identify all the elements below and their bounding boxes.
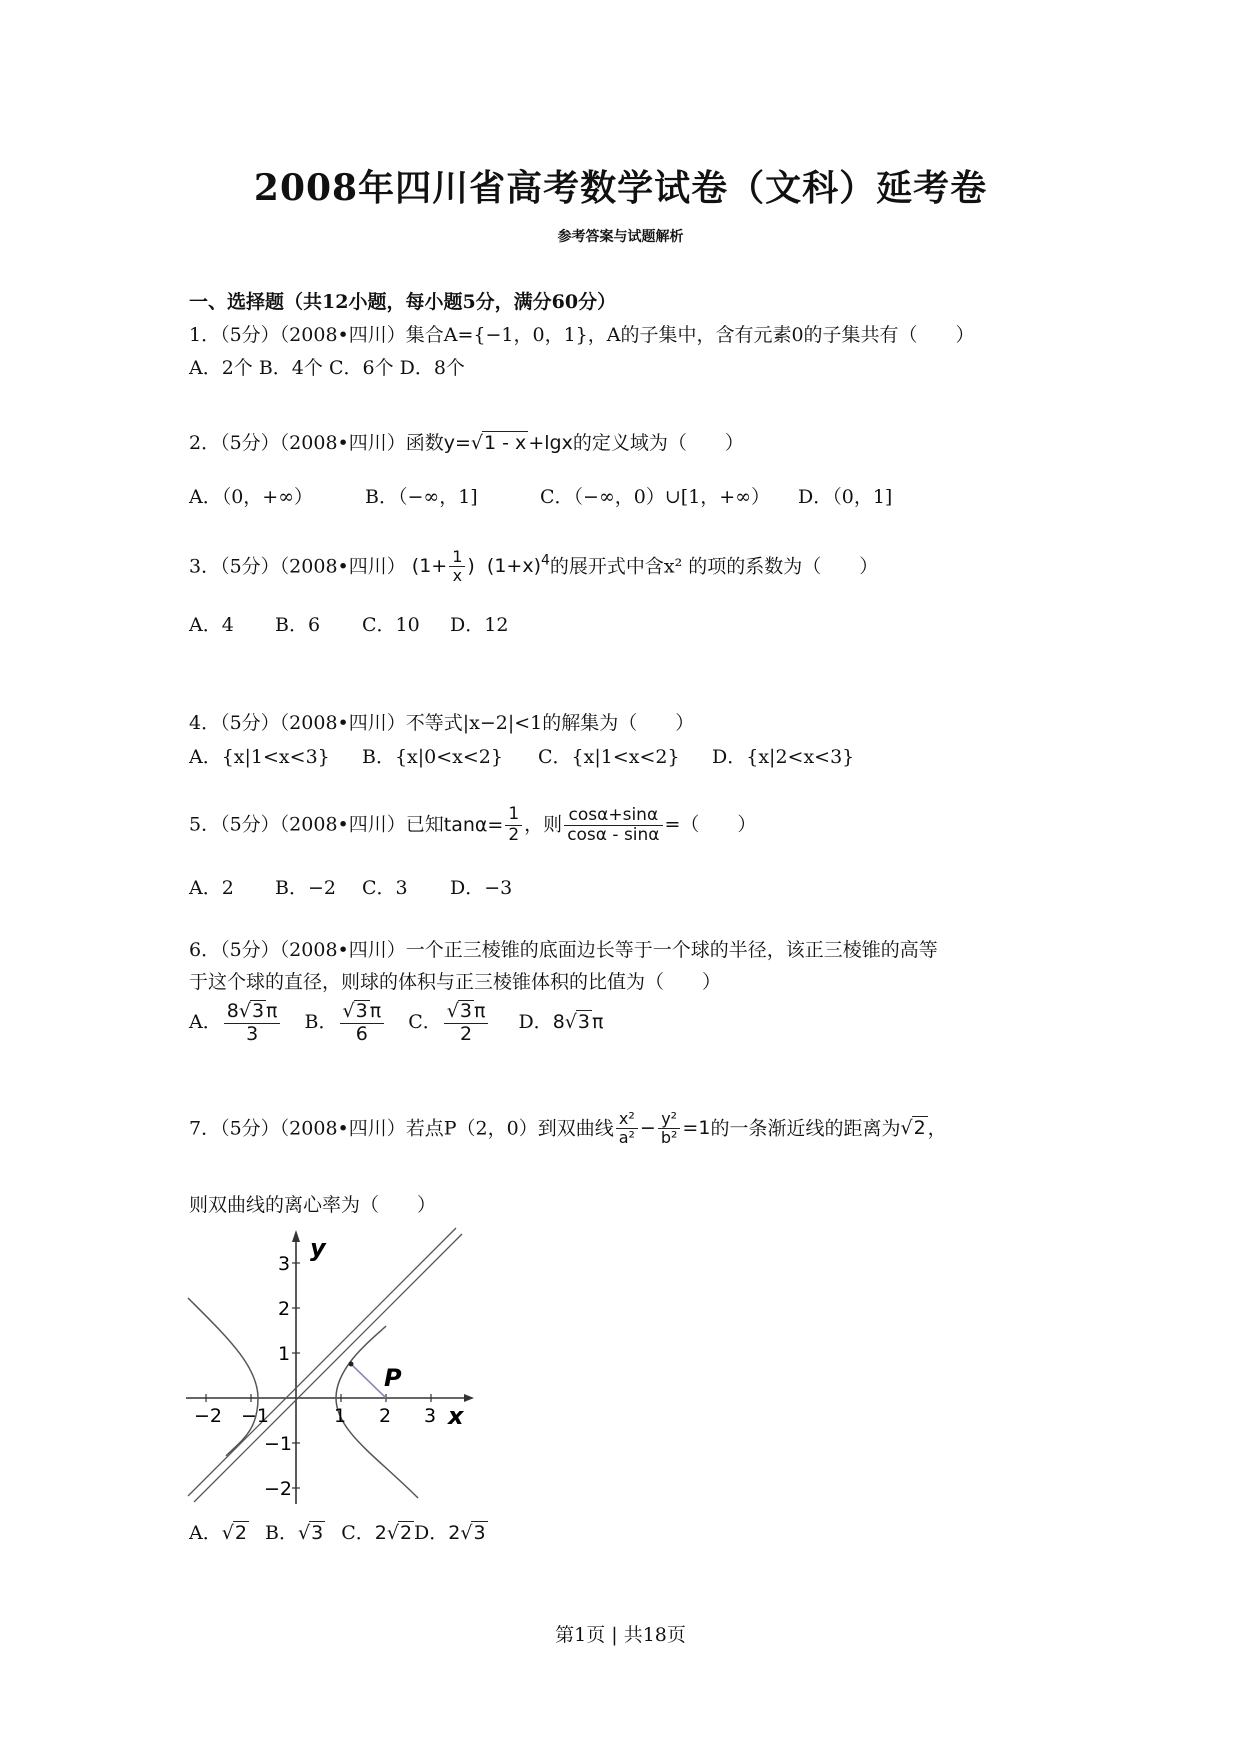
- sqrt-radicand: 3: [473, 1522, 486, 1544]
- option-label: C．: [341, 1522, 375, 1544]
- question-5-stem: [189, 805, 756, 846]
- question-7-option-a: A．√2: [189, 1522, 247, 1544]
- question-7-prefix: 7．（5分）（2008•四川）若点P（2，0）到双曲线: [189, 1117, 614, 1140]
- formula-part: y=: [443, 432, 471, 454]
- question-4-option-a: A．{x|1<x<3}: [189, 746, 330, 768]
- option-label: B．: [304, 1010, 338, 1033]
- question-7-hyperbola: [614, 1109, 711, 1148]
- x-tick-label: 3: [424, 1405, 437, 1427]
- option-label: A．: [189, 1010, 222, 1033]
- question-1-options: A．2个 B．4个 C．6个 D．8个: [189, 357, 465, 379]
- option-label: D．: [414, 1522, 449, 1544]
- question-1-stem: 1．（5分）（2008•四川）集合A={﻿−1，0，1}，A的子集中，含有元素0的子集共有（ ）: [189, 324, 975, 346]
- fraction-numerator: y²: [658, 1110, 681, 1129]
- perpendicular-segment: [351, 1364, 386, 1398]
- question-2-option-c: C．（−∞，0）∪[1，+∞）: [540, 486, 771, 508]
- question-2-stem: [189, 428, 744, 455]
- x-axis-label: x: [448, 1402, 464, 1430]
- question-5-tan: [443, 804, 524, 845]
- option-label: A．: [189, 1522, 222, 1544]
- question-6-options: [189, 1000, 603, 1046]
- question-5-option-c: C．3: [362, 877, 408, 899]
- question-7-distance: √2: [900, 1117, 926, 1140]
- formula-part: (1+: [411, 555, 448, 578]
- question-5-suffix: =（ ）: [664, 813, 757, 836]
- y-axis-label: y: [310, 1234, 326, 1262]
- hyperbola-graph: [186, 1226, 476, 1506]
- x-tick-label: −2: [194, 1405, 223, 1427]
- coefficient: 2: [448, 1522, 461, 1544]
- question-6-line-2: 于这个球的直径，则球的体积与正三棱锥体积的比值为（ ）: [189, 971, 722, 993]
- sqrt-radicand: 3: [459, 1000, 472, 1022]
- pi-symbol: π: [369, 1000, 382, 1022]
- option-label: B．: [264, 1522, 298, 1544]
- y-tick-label: −1: [264, 1433, 293, 1455]
- question-2-option-a: A．（0，+∞）: [189, 486, 314, 508]
- fraction-denominator: a²: [618, 1128, 635, 1148]
- formula-part: tanα=: [443, 813, 504, 836]
- hyperbola-left-branch: [188, 1298, 258, 1456]
- question-3-formula: [411, 547, 550, 586]
- question-2-suffix: 的定义域为（ ）: [572, 432, 744, 454]
- x-tick-label: −1: [241, 1405, 270, 1427]
- formula-part: (1+x): [486, 555, 541, 578]
- sqrt-radicand: 3: [355, 1000, 368, 1022]
- question-5-fraction: [564, 806, 662, 846]
- question-3-prefix: 3．（5分）（2008•四川）: [189, 555, 406, 578]
- coefficient: 8: [552, 1010, 565, 1033]
- question-4-stem: 4．（5分）（2008•四川）不等式|x−2|<1的解集为（ ）: [189, 712, 695, 734]
- question-6-option-d: D．8√3 π: [518, 1010, 604, 1033]
- question-3-option-a: A．4: [189, 614, 234, 636]
- question-5-option-d: D．−3: [450, 877, 513, 899]
- coefficient: 8: [226, 1000, 239, 1022]
- fraction-denominator: 2: [460, 1022, 473, 1045]
- question-7-option-d: D．2√3: [414, 1522, 486, 1544]
- fraction-denominator: 6: [355, 1022, 368, 1045]
- question-5-mid: ，则: [524, 813, 563, 836]
- coefficient: 2: [374, 1522, 387, 1544]
- pi-symbol: π: [266, 1000, 278, 1022]
- y-tick-label: 1: [278, 1343, 291, 1365]
- question-7-options: [189, 1518, 488, 1545]
- question-4-option-b: B．{x|0<x<2}: [362, 746, 503, 768]
- fraction-numerator: 1: [449, 548, 465, 567]
- question-5-prefix: 5．（5分）（2008•四川）已知: [189, 813, 444, 836]
- asymptote-line: [194, 1234, 462, 1502]
- fraction-numerator: x²: [616, 1110, 638, 1129]
- fraction-numerator: cosα+sinα: [564, 806, 662, 827]
- question-6-option-b: B． $\frac{√3 \pi}{6}$: [305, 1000, 387, 1046]
- fraction-denominator: b²: [660, 1128, 678, 1148]
- sqrt-radicand: 2: [234, 1522, 247, 1544]
- pi-symbol: π: [591, 1010, 604, 1033]
- x-tick-label: 2: [379, 1405, 392, 1427]
- question-4-option-c: C．{x|1<x<2}: [538, 746, 680, 768]
- sqrt-radicand: 3: [577, 1010, 590, 1033]
- sqrt-radicand: 2: [913, 1117, 926, 1140]
- question-3-option-d: D．12: [450, 614, 509, 636]
- question-7-mid: 的一条渐近线的距离为: [710, 1117, 901, 1140]
- question-6-option-c: C． $\frac{√3 \pi}{2}$: [408, 1000, 490, 1046]
- sqrt-radicand: 3: [251, 1000, 265, 1022]
- pi-symbol: π: [473, 1000, 486, 1022]
- equals-one: =1: [682, 1117, 711, 1140]
- page-title: 2008年四川省高考数学试卷（文科）延考卷: [253, 167, 988, 209]
- question-2-option-d: D．（0，1]: [798, 486, 893, 508]
- sqrt-radicand: 1 - x: [484, 432, 527, 454]
- option-label: C．: [408, 1010, 442, 1033]
- hyperbola-right-branch: [336, 1326, 418, 1498]
- page-subtitle: 参考答案与试题解析: [557, 229, 684, 245]
- question-5-option-a: A．2: [189, 877, 234, 899]
- y-tick-label: 3: [278, 1253, 291, 1275]
- asymptote-line: [188, 1228, 456, 1496]
- minus-sign: −: [639, 1117, 656, 1140]
- y-axis-arrow: [292, 1230, 300, 1242]
- y-tick-label: −2: [264, 1478, 293, 1500]
- question-2-formula: y=√1 - x +lgx: [443, 432, 573, 454]
- sqrt-radicand: 3: [311, 1522, 324, 1544]
- formula-part: ): [467, 555, 475, 578]
- page-footer: 第1页 | 共18页: [555, 1624, 686, 1646]
- x-tick-label: 1: [334, 1405, 347, 1427]
- question-4-option-d: D．{x|2<x<3}: [712, 746, 855, 768]
- fraction-denominator: 3: [246, 1022, 259, 1045]
- fraction-denominator: 2: [508, 824, 520, 845]
- foot-point: [349, 1362, 354, 1367]
- section-heading: 一、选择题（共12小题，每小题5分，满分60分）: [189, 291, 617, 313]
- fraction-denominator: cosα - sinα: [567, 825, 660, 846]
- question-2-prefix: 2．（5分）（2008•四川）函数: [189, 432, 444, 454]
- formula-exponent: 4: [541, 553, 550, 570]
- point-p-label: P: [384, 1364, 402, 1392]
- fraction-numerator: 1: [505, 805, 522, 826]
- question-7-option-b: B．√3: [264, 1522, 324, 1544]
- question-7-option-c: C．2√2: [341, 1522, 413, 1544]
- question-7-line-2: 则双曲线的离心率为（ ）: [189, 1194, 437, 1216]
- question-6-line-1: 6．（5分）（2008•四川）一个正三棱锥的底面边长等于一个球的半径，该正三棱锥的高等: [189, 939, 938, 961]
- option-label: D．: [518, 1010, 553, 1033]
- formula-part: +lgx: [528, 432, 573, 454]
- question-3-option-c: C．10: [362, 614, 420, 636]
- y-tick-label: 2: [278, 1298, 291, 1320]
- question-3-suffix: 的展开式中含x² 的项的系数为（ ）: [549, 555, 879, 578]
- question-3-option-b: B．6: [275, 614, 321, 636]
- question-7-stem: [189, 1110, 947, 1148]
- sqrt-radicand: 2: [399, 1522, 413, 1544]
- question-3-stem: [189, 548, 878, 586]
- question-2-option-b: B．（−∞，1]: [365, 486, 478, 508]
- question-7-comma: ，: [927, 1117, 947, 1140]
- question-5-option-b: B．−2: [275, 877, 336, 899]
- x-axis-arrow: [464, 1394, 474, 1402]
- fraction-denominator: x: [452, 566, 463, 586]
- question-6-option-a: A． $\frac{8√3 \pi}{3}$: [189, 1000, 282, 1046]
